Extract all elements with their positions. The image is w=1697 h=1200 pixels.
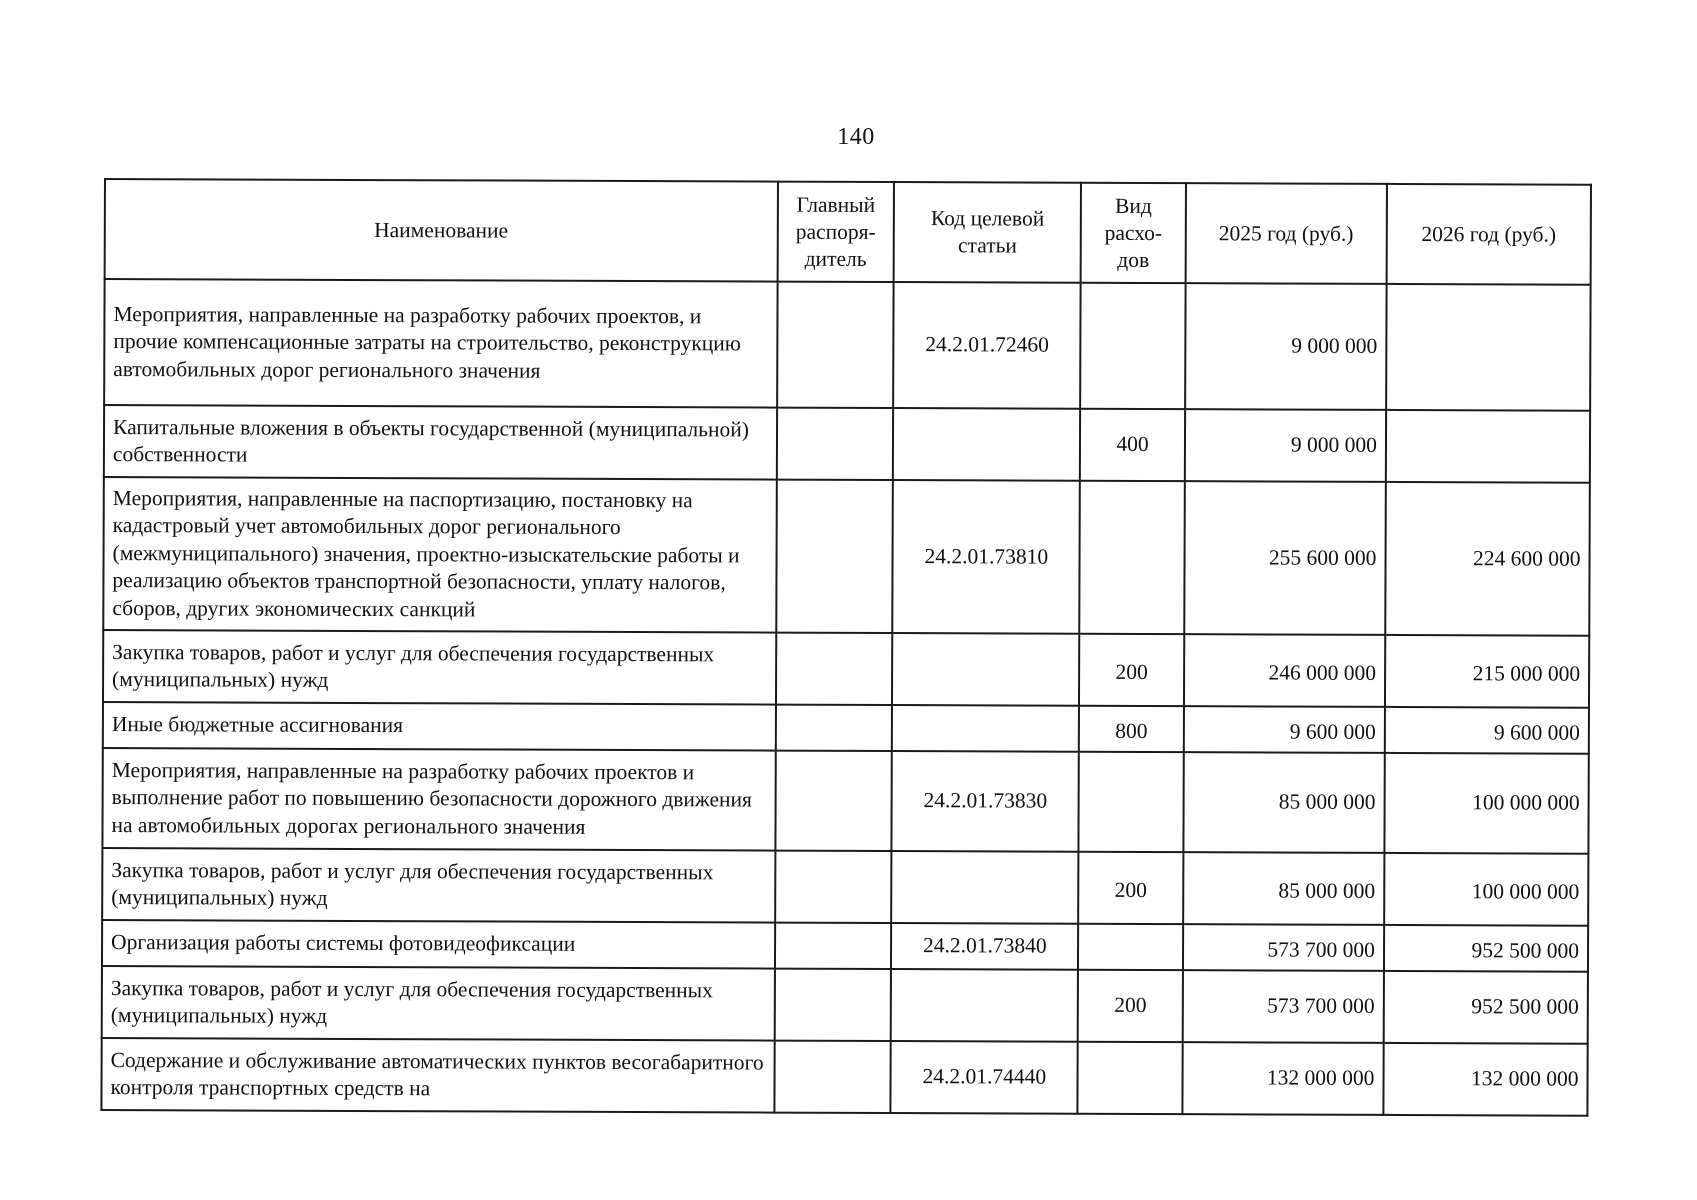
cell-code [892,705,1079,752]
cell-name: Мероприятия, направленные на разработку рабочих проектов, и прочие компенсационные затраты на строительство, реконструкцию автомобильных дорог регионального значения [104,279,777,408]
cell-2026: 224 600 000 [1385,482,1590,636]
cell-expense-type: 200 [1079,634,1184,706]
cell-code: 24.2.01.73840 [891,923,1078,970]
cell-2026 [1386,410,1590,483]
table-row [104,405,1590,483]
cell-manager [776,408,893,480]
cell-expense-type [1079,481,1184,634]
cell-expense-type [1078,924,1183,970]
cell-name: Закупка товаров, работ и услуг для обеспечения государственных (муниципальных) нужд [102,966,775,1041]
cell-name: Капитальные вложения в объекты государственной (муниципальной) собственности [104,405,777,480]
table-row [104,279,1590,411]
cell-2025: 132 000 000 [1182,1042,1383,1115]
cell-expense-type: 200 [1078,970,1183,1042]
cell-name: Мероприятия, направленные на разработку рабочих проектов и выполнение работ по повышению безопасности дорожного движения на автомобильных дорогах регионального значения [102,748,775,851]
cell-code: 24.2.01.72460 [893,282,1080,409]
cell-name: Закупка товаров, работ и услуг для обеспечения государственных (муниципальных) нужд [103,630,776,705]
cell-code [891,851,1078,924]
cell-manager [776,633,893,705]
header-manager: Главный распоря-дитель [777,182,894,282]
cell-manager [775,851,892,923]
cell-manager [775,923,892,969]
table-row [102,920,1588,972]
cell-expense-type: 200 [1078,852,1183,924]
cell-expense-type [1078,1042,1183,1114]
cell-code: 24.2.01.73810 [892,480,1080,634]
cell-2025: 573 700 000 [1182,970,1383,1043]
cell-2026: 952 500 000 [1384,925,1588,972]
cell-manager [774,969,891,1041]
cell-2026 [1386,284,1591,411]
cell-code [893,408,1080,481]
table-row [103,630,1589,708]
table-row [102,848,1588,926]
cell-manager [776,480,893,633]
cell-code [891,969,1078,1042]
cell-name: Закупка товаров, работ и услуг для обеспечения государственных (муниципальных) нужд [102,848,775,923]
cell-2026: 132 000 000 [1383,1043,1587,1116]
cell-name: Мероприятия, направленные на паспортизацию, постановку на кадастровый учет автомобильных дорог регионального (межмуниципального) значения, проектно-изыскательские работы и реализацию объектов транспортной безопасности, уплату налогов, сборов, других экономических санкций [103,477,776,633]
header-code: Код целевой статьи [894,182,1081,283]
cell-2025: 255 600 000 [1184,481,1386,635]
budget-table [100,178,1592,1117]
cell-code [892,633,1079,706]
cell-code: 24.2.01.74440 [891,1041,1078,1114]
table-row [103,477,1590,636]
cell-2025: 85 000 000 [1183,752,1384,853]
table-row [103,702,1589,754]
header-expense-type: Вид расхо-дов [1081,183,1186,283]
cell-expense-type [1079,752,1184,852]
table-row [102,966,1588,1044]
header-2026: 2026 год (руб.) [1386,184,1591,285]
cell-2026: 215 000 000 [1385,635,1589,708]
cell-2025: 9 000 000 [1185,283,1387,410]
cell-name: Иные бюджетные ассигнования [103,702,776,751]
cell-name: Организация работы системы фотовидеофиксации [102,920,775,969]
cell-manager [777,282,894,408]
cell-2026: 100 000 000 [1384,753,1589,854]
cell-2025: 246 000 000 [1184,634,1385,707]
cell-expense-type: 400 [1080,409,1185,481]
cell-2025: 85 000 000 [1183,852,1384,925]
cell-2026: 9 600 000 [1385,707,1589,754]
cell-2026: 100 000 000 [1384,853,1588,926]
cell-2025: 9 000 000 [1185,409,1386,482]
cell-manager [775,751,892,851]
table-row [102,748,1588,854]
header-2025: 2025 год (руб.) [1185,183,1386,284]
cell-code: 24.2.01.73830 [892,751,1079,852]
cell-manager [775,705,892,751]
page-number: 140 [837,124,875,150]
cell-expense-type: 800 [1079,706,1184,752]
cell-name: Содержание и обслуживание автоматических пунктов весогабаритного контроля транспортных средств на [101,1038,774,1113]
cell-2025: 573 700 000 [1183,924,1384,971]
cell-2025: 9 600 000 [1184,706,1385,753]
table-row [101,1038,1587,1116]
table-header-row [105,179,1591,285]
cell-2026: 952 500 000 [1384,971,1588,1044]
cell-expense-type [1080,283,1185,409]
cell-manager [774,1041,891,1113]
header-name: Наименование [105,179,778,282]
